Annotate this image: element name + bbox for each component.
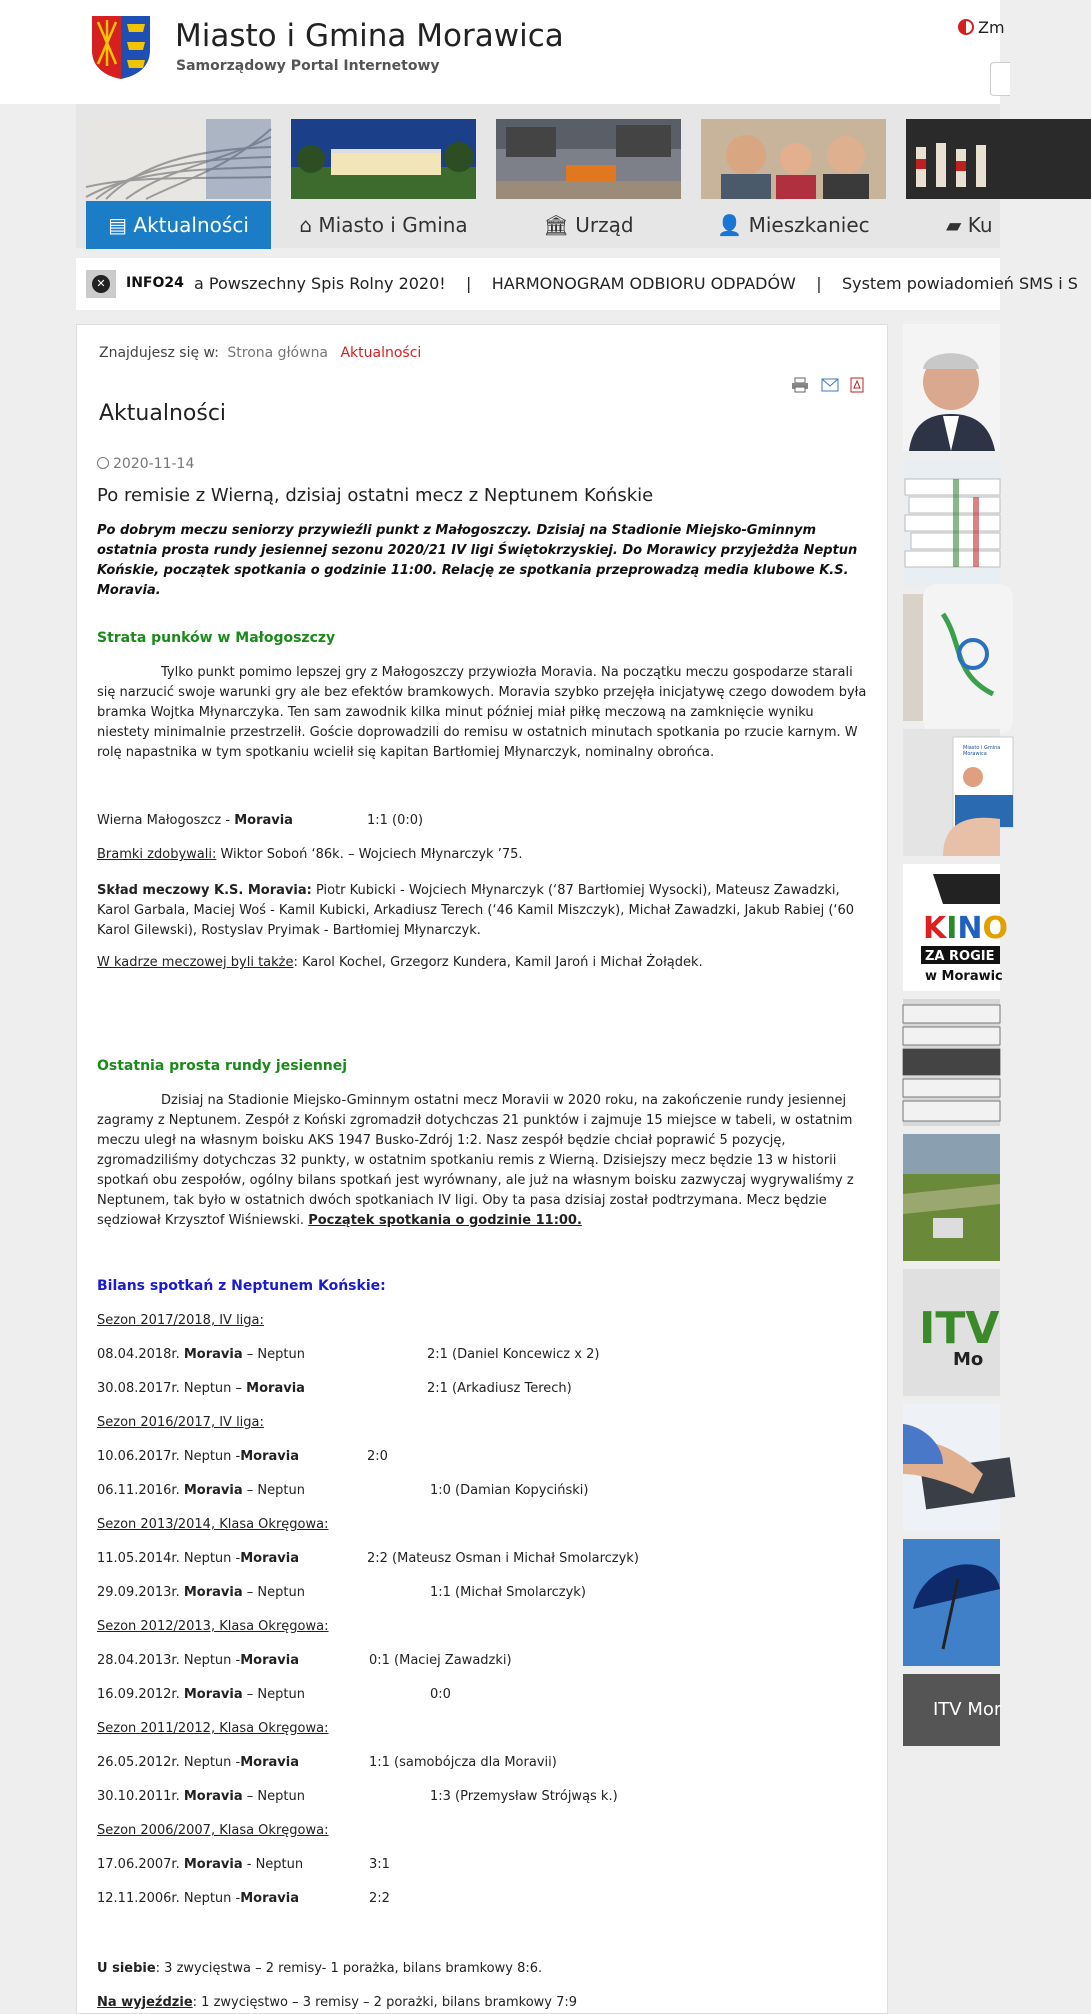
- banner-newspapers[interactable]: [903, 999, 1000, 1126]
- breadcrumb-current[interactable]: Aktualności: [340, 345, 422, 361]
- article-paragraph: Dzisiaj na Stadionie Miejsko-Gminnym ostatni mecz Moravii w 2020 roku, na zakończenie rundy jesiennej zagramy z Neptunem. Zespół z Koński zgromadził dotychczas 21 punktów i zajmuje 15 miejsce w tabeli, w ostatnim meczu uległ na własnym boisku AKS 1947 Busko-Zdrój 1:2. Nasz zespół będzie chciał poprawić 5 pozycję, zgromadziliśmy dotychczas 32 punkty, w ostatnim spotkaniu remis z Wierną. Dzisiejszy mecz będzie 13 w historii spotkań obu zespołów, ogólny bilans spotkań jest wyrównany, ale już na własnym boisku zazwyczaj wygrywaliśmy z Neptunem, tak było w ostatnich dwóch spotkaniach IV ligi. Oby ta pasa dzisiaj został podtrzymana. Mecz będzie sędziował Krzysztof Wiśniewski. Początek spotkania o godzinie 11:00.: [97, 1093, 854, 1228]
- nav-image-newspapers: [86, 119, 271, 199]
- kino-letter: N: [957, 911, 983, 946]
- search-box[interactable]: [990, 62, 1010, 96]
- nav-label: 🏛 Urząd: [543, 213, 634, 237]
- home-icon: ⌂: [299, 213, 313, 237]
- contrast-toggle[interactable]: [958, 18, 1005, 37]
- match-row: 30.10.2011r. Moravia – Neptun: [97, 1789, 305, 1804]
- season-label: Sezon 2011/2012, Klasa Okręgowa:: [97, 1721, 329, 1736]
- nav-item-miasto-i-gmina[interactable]: [291, 119, 476, 249]
- banner-kino[interactable]: [903, 864, 1009, 991]
- email-icon[interactable]: [821, 377, 839, 393]
- banner-keyboard[interactable]: [903, 1404, 1000, 1531]
- banner-aerial-view[interactable]: [903, 1134, 1000, 1261]
- breadcrumb: [99, 345, 421, 361]
- banner-mayor-portrait[interactable]: [903, 324, 1000, 451]
- match-row: 29.09.2013r. Moravia – Neptun: [97, 1585, 305, 1600]
- match-row: 12.11.2006r. Neptun -Moravia: [97, 1891, 299, 1906]
- banner-documents[interactable]: [903, 459, 1000, 586]
- banner-umbrella[interactable]: [903, 1539, 1000, 1666]
- match-row: 28.04.2013r. Neptun -Moravia: [97, 1653, 299, 1668]
- article-tools: [791, 377, 871, 395]
- kino-letter: I: [946, 911, 958, 946]
- site-title[interactable]: Miasto i Gmina Morawica: [175, 18, 564, 54]
- match-result: 2:1 (Arkadiusz Terech): [427, 1381, 572, 1396]
- match-row: 06.11.2016r. Moravia – Neptun: [97, 1483, 305, 1498]
- section-heading: Ostatnia prosta rundy jesiennej: [97, 1058, 348, 1074]
- main-nav: [76, 104, 1000, 248]
- match-row: 26.05.2012r. Neptun -Moravia: [97, 1755, 299, 1770]
- match-row: 30.08.2017r. Neptun – Moravia: [97, 1381, 305, 1396]
- goals-line: Bramki zdobywali: Wiktor Soboń ‘86k. – Wojciech Młynarczyk ’75.: [97, 847, 523, 862]
- match-row: 08.04.2018r. Moravia – Neptun: [97, 1347, 305, 1362]
- page-title: Aktualności: [99, 401, 227, 426]
- match-line: Wierna Małogoszcz - Moravia: [97, 813, 293, 828]
- match-result: 1:1 (Michał Smolarczyk): [430, 1585, 586, 1600]
- clock-icon: [97, 457, 109, 469]
- lineup-paragraph: Skład meczowy K.S. Moravia: Piotr Kubicki - Wojciech Młynarczyk (‘87 Bartłomiej Wysocki), Mateusz Zawadzki, Karol Garbala, Maciej Woś - Kamil Kubicki, Arkadiusz Terech (‘46 Kamil Miszczyk), Michał Zawadzki, Jakub Rabiej (‘60 Karol Gilewski), Rostyslav Pryimak - Bartłomiej Młynarczyk.: [97, 883, 855, 938]
- match-row: 10.06.2017r. Neptun -Moravia: [97, 1449, 299, 1464]
- away-summary: Na wyjeździe: 1 zwycięstwo – 3 remisy – 2 porażki, bilans bramkowy 7:9: [97, 1995, 578, 2010]
- match-result: 1:1 (samobójcza dla Moravii): [369, 1755, 557, 1770]
- ticker-close-button[interactable]: [86, 270, 116, 298]
- article-title: Po remisie z Wierną, dzisiaj ostatni mecz z Neptunem Końskie: [97, 485, 654, 506]
- pdf-icon[interactable]: [849, 377, 865, 393]
- banner-itv-logo[interactable]: [903, 1269, 1000, 1396]
- kino-subtitle-2: w Morawic: [925, 969, 1003, 984]
- nav-item-kultura[interactable]: [906, 119, 1091, 249]
- squad-line: W kadrze meczowej byli także: Karol Kochel, Grzegorz Kundera, Kamil Jaroń i Michał Żołądek.: [97, 955, 703, 970]
- match-row: 16.09.2012r. Moravia – Neptun: [97, 1687, 305, 1702]
- season-label: Sezon 2017/2018, IV liga:: [97, 1313, 264, 1328]
- breadcrumb-prefix: Znajdujesz się w:: [99, 345, 219, 361]
- breadcrumb-home-link[interactable]: Strona główna: [227, 345, 329, 361]
- ticker-text[interactable]: a Powszechny Spis Rolny 2020! | HARMONOGRAM ODBIORU ODPADÓW | System powiadomień SMS i S: [194, 274, 1078, 293]
- match-result: 3:1: [369, 1857, 390, 1872]
- section-heading: Strata punków w Małogoszczy: [97, 630, 336, 646]
- site-subtitle: Samorządowy Portal Internetowy: [176, 58, 440, 74]
- close-icon: ✕: [92, 275, 110, 293]
- itv-logo-subtext: Mo: [953, 1349, 984, 1370]
- nav-label: ▰ Ku: [946, 213, 993, 237]
- match-result: 2:0: [367, 1449, 388, 1464]
- print-icon[interactable]: [791, 377, 809, 393]
- info-ticker: [76, 258, 1078, 310]
- header: [0, 0, 1005, 104]
- match-score: 1:1 (0:0): [367, 813, 424, 828]
- match-result: 0:1 (Maciej Zawadzki): [369, 1653, 512, 1668]
- nav-item-urzad[interactable]: [496, 119, 681, 249]
- nav-image-dancers: [906, 119, 1091, 199]
- match-row: 11.05.2014r. Neptun -Moravia: [97, 1551, 299, 1566]
- contrast-icon: [958, 19, 974, 35]
- kino-subtitle: ZA ROGIE: [925, 949, 995, 964]
- kino-letter: O: [982, 911, 1009, 946]
- match-result: 2:1 (Daniel Koncewicz x 2): [427, 1347, 600, 1362]
- article-date: 2020-11-14: [97, 456, 194, 472]
- leaflet-subtitle: Morawica: [963, 751, 987, 757]
- itv-morawica-link[interactable]: ITV Mor: [903, 1674, 1000, 1746]
- match-result: 1:0 (Damian Kopyciński): [430, 1483, 589, 1498]
- ticker-label: INFO24: [126, 275, 184, 291]
- nav-image-office-interior: [496, 119, 681, 199]
- newspaper-icon: ▤: [108, 213, 128, 237]
- article-paragraph: Tylko punkt pomimo lepszej gry z Małogoszczy przywiozła Moravia. Na początku meczu gospodarze starali się narzucić swoje warunki gry ale bez efektów bramkowych. Moravia szybko przejęła inicjatywę czego dowodem była bramka Wojtka Młynarczyka. Ten sam zawodnik kilka minut później miał piłkę meczową na zamknięcie wyniku niestety minimalnie przestrzelił. Goście doprowadzili do remisu w ostatnich minutach spotkania po rzucie karnym. W rolę napastnika w tym spotkaniu wcielił się kapitan Bartłomiej Młynarczyk, nominalny obrońca.: [97, 665, 867, 760]
- nav-item-mieszkaniec[interactable]: [701, 119, 886, 249]
- nav-image-family: [701, 119, 886, 199]
- match-result: 1:3 (Przemysław Strójwąs k.): [430, 1789, 618, 1804]
- nav-label: ▤ Aktualności: [86, 201, 271, 249]
- match-result: 0:0: [430, 1687, 451, 1702]
- nav-item-aktualnosci[interactable]: [86, 119, 271, 249]
- main-content: [76, 324, 888, 2014]
- user-icon: 👤: [717, 213, 743, 237]
- season-label: Sezon 2013/2014, Klasa Okręgowa:: [97, 1517, 329, 1532]
- match-result: 2:2: [369, 1891, 390, 1906]
- season-label: Sezon 2006/2007, Klasa Okręgowa:: [97, 1823, 329, 1838]
- contrast-label: Zm: [978, 18, 1005, 37]
- banner-phone-app[interactable]: [903, 594, 1000, 721]
- itv-logo-text: ITV: [919, 1303, 1000, 1354]
- institution-icon: 🏛: [543, 213, 569, 237]
- book-icon: ▰: [946, 213, 962, 237]
- coat-of-arms-logo[interactable]: [90, 14, 152, 80]
- banner-leaflet[interactable]: [903, 729, 1000, 856]
- match-row: 17.06.2007r. Moravia - Neptun: [97, 1857, 304, 1872]
- match-result: 2:2 (Mateusz Osman i Michał Smolarczyk): [367, 1551, 639, 1566]
- kino-text: [923, 911, 1008, 946]
- leaflet-title: Miasto i Gmina: [963, 745, 1001, 751]
- article-lead: Po dobrym meczu seniorzy przywieźli punkt z Małogoszczy. Dzisiaj na Stadionie Miejsko-Gminnym ostatnia prosta rundy jesiennej sezonu 2020/21 IV ligi Świętokrzyskiej. Do Morawicy przyjeżdża Neptun Końskie, początek spotkania o godzinie 11:00. Relację ze spotkania przeprowadzą media klubowe K.S. Moravia.: [97, 523, 858, 598]
- nav-label: ⌂ Miasto i Gmina: [299, 213, 468, 237]
- home-summary: U siebie: 3 zwycięstwa – 2 remisy- 1 porażka, bilans bramkowy 8:6.: [97, 1961, 543, 1976]
- section-heading: Bilans spotkań z Neptunem Końskie:: [97, 1278, 386, 1294]
- kino-letter: K: [923, 911, 947, 946]
- nav-label: 👤 Mieszkaniec: [717, 213, 870, 237]
- season-label: Sezon 2016/2017, IV liga:: [97, 1415, 264, 1430]
- nav-image-building: [291, 119, 476, 199]
- season-label: Sezon 2012/2013, Klasa Okręgowa:: [97, 1619, 329, 1634]
